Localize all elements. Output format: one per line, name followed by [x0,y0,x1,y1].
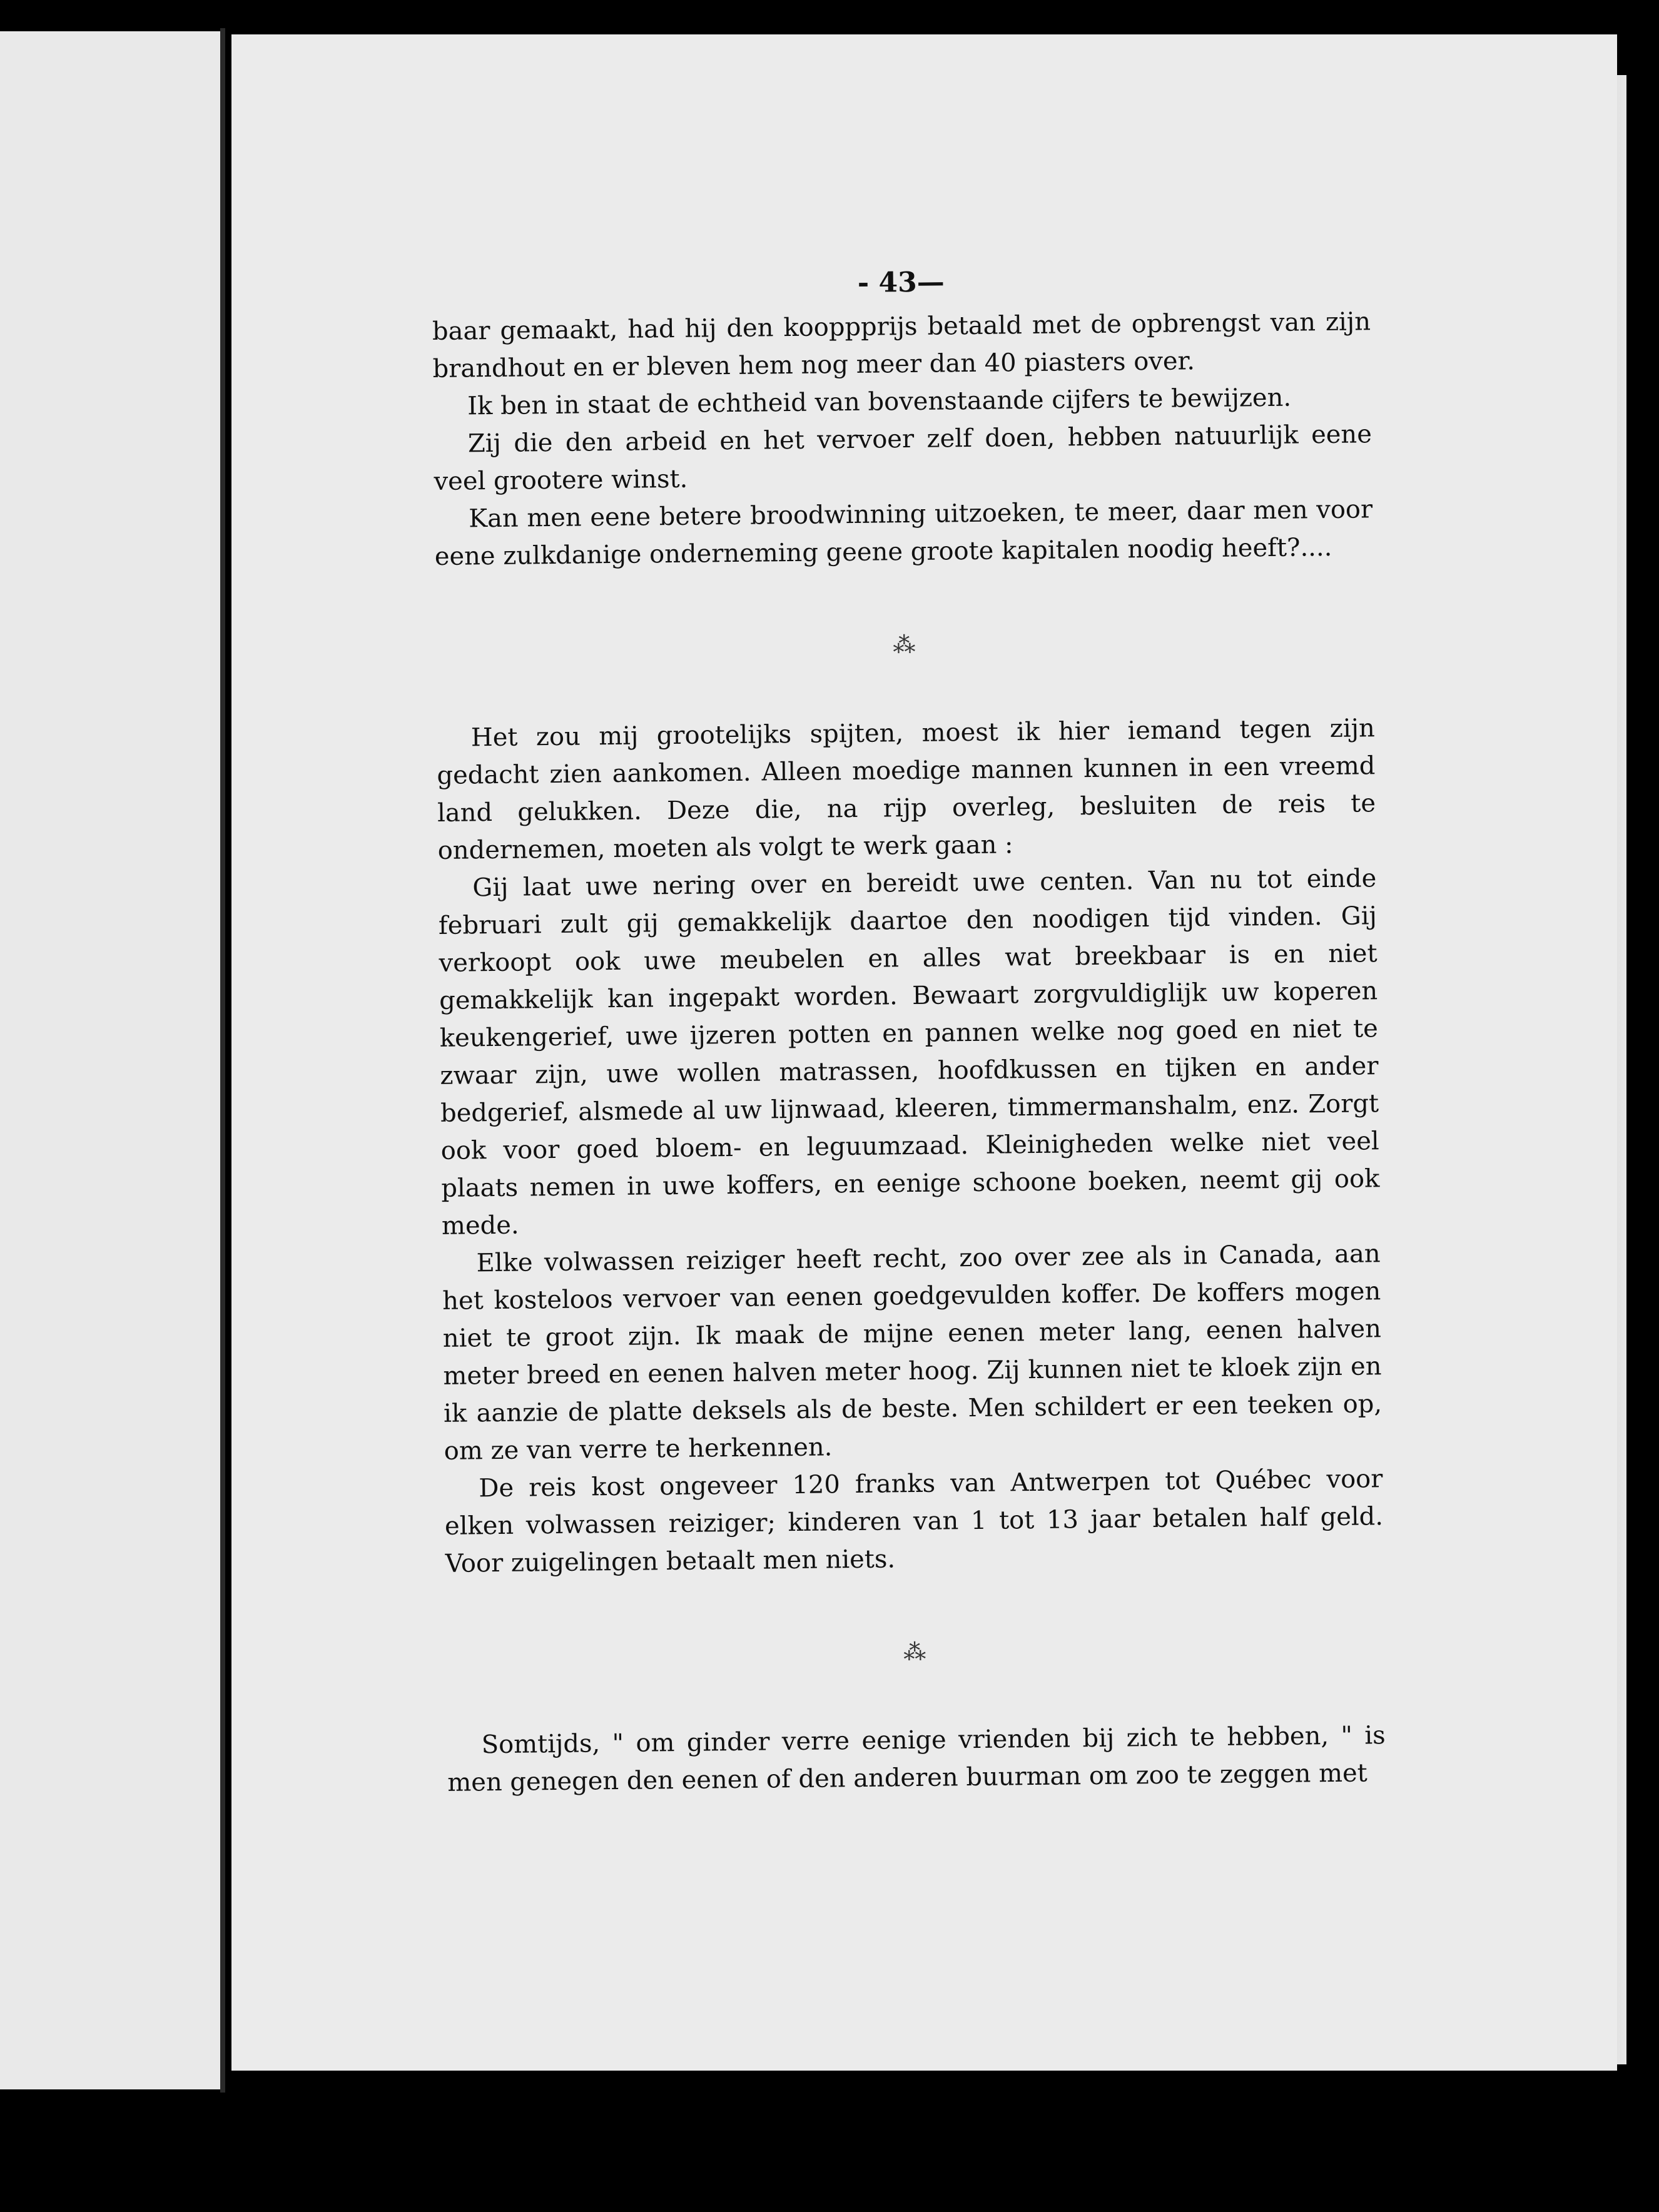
paragraph: Zij die den arbeid en het vervoer zelf doen, hebben natuurlijk eene veel grootere winst. [434,420,1372,496]
left-page [0,31,222,2089]
paragraph: Ik ben in staat de echtheid van bovenstaande cijfers te bewijzen. [467,383,1292,421]
paragraph: baar gemaakt, had hij den kooppprijs betaald met de opbrengst van zijn brandhout en er bleven hem nog meer dan 40 piasters over. [432,307,1371,383]
page-number: - 43— [857,266,945,299]
book-spine [220,28,225,2093]
paragraph: Kan men eene betere broodwinning uitzoeken, te meer, daar men voor eene zulkdanige onderneming geene groote kapitalen noodig heeft?.... [434,495,1373,571]
paragraph: De reis kost ongeveer 120 franks van Antwerpen tot Québec voor elken volwassen reiziger; kinderen van 1 tot 13 jaar betalen half geld. Voor zuigelingen betaalt men niets. [444,1464,1384,1578]
page-text [432,259,1386,1802]
section-divider: ⁂ [903,1639,928,1666]
paragraph: Het zou mij grootelijks spijten, moest ik hier iemand tegen zijn gedacht zien aankomen. Alleen moedige mannen kunnen in een vreemd land gelukken. Deze die, na rijp overleg, besluiten de reis te ondernemen, moeten als volgt te werk gaan : [437,714,1376,865]
paragraph: Somtijds, " om ginder verre eenige vrienden bij zich te hebben, " is men genegen den eenen of den anderen buurman om zoo te zeggen met [447,1721,1386,1797]
paragraph: Elke volwassen reiziger heeft recht, zoo over zee als in Canada, aan het kosteloos vervoer van eenen goedgevulden koffer. De koffers mogen niet te groot zijn. Ik maak de mijne eenen meter lang, eenen halven meter breed en eenen halven meter hoog. Zij kunnen niet te kloek zijn en ik aanzie de platte deksels als de beste. Men schildert er een teeken op, om ze van verre te herkennen. [442,1239,1382,1466]
paragraph: Gij laat uwe nering over en bereidt uwe centen. Van nu tot einde februari zult gij gemakkelijk daartoe den noodigen tijd vinden. Gij verkoopt ook uwe meubelen en alles wat breekbaar is en niet gemakkelijk kan ingepakt worden. Bewaart zorgvuldiglijk uw koperen keukengerief, uwe ijzeren potten en pannen welke nog goed en niet te zwaar zijn, uwe wollen matrassen, hoofdkussen en tijken en ander bedgerief, alsmede al uw lijnwaad, kleeren, timmermanshalm, enz. Zorgt ook voor goed bloem- en leguumzaad. Kleinigheden welke niet veel plaats nemen in uwe koffers, en eenige schoone boeken, neemt gij ook mede. [438,864,1380,1240]
section-divider: ⁂ [893,632,917,659]
